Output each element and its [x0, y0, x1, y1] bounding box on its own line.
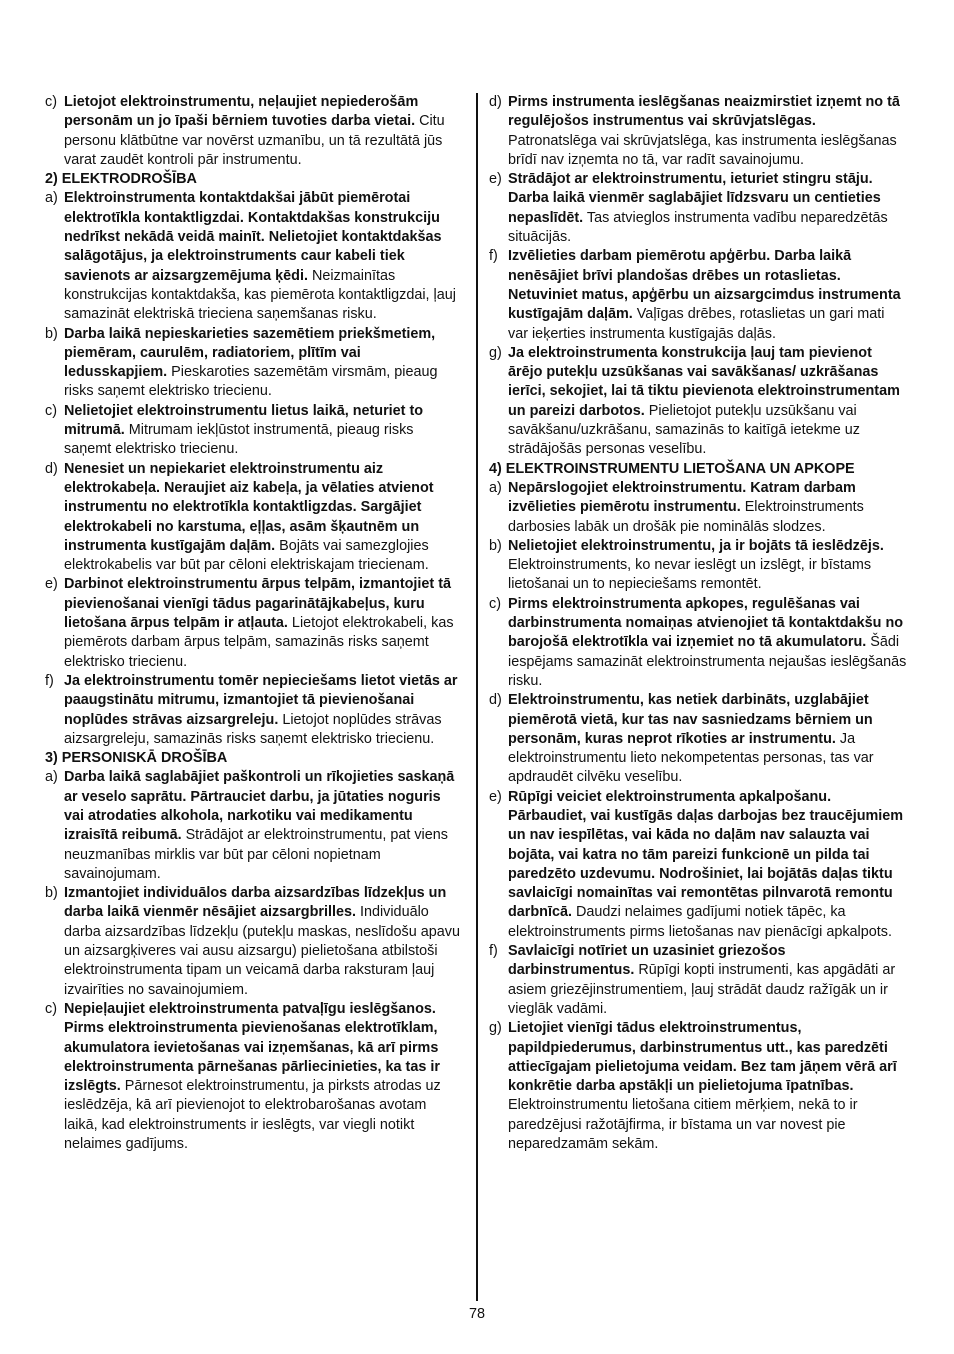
list-marker: a): [489, 479, 502, 496]
explanation-text: Lietojot noplūdes strāvas aizsargreleju, samazinās risks saņemt elektrisko triecienu.: [64, 711, 442, 747]
instruction-bold: Darba laikā nepieskarieties sazemētiem priekšmetiem, piemēram, caurulēm, radiatoriem, plītīm vai ledusskapjiem.: [64, 325, 436, 381]
list-item-body: [508, 595, 907, 691]
explanation-text: Lietojot elektrokabeli, kas piemērots darbam ārpus telpām, samazinās risks saņemt elektrisko triecienu.: [64, 615, 454, 670]
instruction-bold: Pirms elektroinstrumenta apkopes, regulēšanas vai darbinstrumenta nomaiņas atvienojiet tā kontaktdakšu no barojošā elektrotīkla vai izņemiet no tā akumulatoru.: [508, 595, 904, 651]
list-item: [45, 884, 463, 1000]
list-item: [45, 93, 463, 170]
instruction-bold: Pirms instrumenta ieslēgšanas neaizmirstiet izņemt no tā regulējošos instrumentus vai skrūvjatslēgas.: [508, 94, 900, 130]
instruction-bold: Lietojiet vienīgi tādus elektroinstrumentus, papildpiederumus, darbinstrumentus utt., kas paredzēti attiecīgajam pielietojuma veidam. Bez tam jāņem vērā arī konkrētie darba apstākļi un pielietojuma īpatnības.: [508, 1020, 897, 1095]
list-item: [45, 402, 463, 460]
instruction-bold: Ja elektroinstrumenta konstrukcija ļauj tam pievienot ārējo putekļu uzsūkšanas vai savākšanas/ uzkrāšanas ierīci, sekojiet, lai tā tiktu pievienota elektroinstrumentam un pareizi darbotos.: [508, 344, 900, 419]
list-item: [45, 575, 463, 671]
explanation-text: Bojāts vai samezglojies elektrokabelis var būt par cēloni elektriskajam triecienam.: [64, 537, 429, 574]
list-item-body: [64, 189, 463, 324]
instruction-bold: Nenesiet un nepiekariet elektroinstrumentu aiz elektrokabeļa. Neraujiet aiz kabeļa, ja vēlaties atvienot instrumentu no elektrotīkla kontaktligzdas. Sargājiet elektrokabeli no karstuma, eļļas, asām šķautnēm un instrumenta kustīgajām daļām.: [64, 460, 434, 554]
list-item-body: [508, 479, 907, 537]
instruction-bold: Rūpīgi veiciet elektroinstrumenta apkalpošanu. Pārbaudiet, vai kustīgās daļas darbojas bez traucējumiem un nav iespīlētas, vai kāda no daļām nav salauzta vai bojāta, vai katra no tām pareizi funkcionē un pilda tai paredzēto uzdevumu. Nodrošiniet, lai bojātās daļas tiktu savlaicīgi nomainītas vai remontētas pilnvarotā remontu darbnīcā.: [508, 788, 904, 921]
explanation-text: Mitrumam iekļūstot instrumentā, pieaug risks saņemt elektrisko triecienu.: [64, 422, 414, 458]
list-marker: c): [45, 402, 57, 419]
explanation-text: Vaļīgas drēbes, rotaslietas un gari mati var ieķerties instrumenta kustīgajās daļās.: [508, 306, 885, 342]
explanation-text: Strādājot ar elektroinstrumentu, pat viens neuzmanības mirklis var būt par cēloni nopietnam savainojumam.: [64, 827, 448, 882]
instruction-bold: Lietojot elektroinstrumentu, neļaujiet nepiederošām personām un jo īpaši bērniem tuvoties darba vietai.: [64, 94, 419, 130]
list-item: [489, 247, 907, 343]
left-column: [45, 93, 463, 1154]
list-marker: d): [489, 94, 502, 110]
list-item-body: [64, 1000, 463, 1154]
explanation-text: Pieskaroties sazemētām virsmām, pieaug risks saņemt elektrisko triecienu.: [64, 364, 438, 400]
instruction-bold: Nelietojiet elektroinstrumentu lietus laikā, neturiet to mitrumā.: [64, 402, 424, 439]
list-marker: b): [45, 885, 58, 902]
list-item-body: [64, 575, 463, 671]
list-item: [45, 1000, 463, 1154]
explanation-text: Šādi iespējams samazināt elektroinstrumenta nejaušas ieslēgšanās risku.: [508, 634, 907, 689]
list-item-body: [64, 460, 463, 576]
explanation-text: Tas atvieglos instrumenta vadību neparedzētās situācijās.: [508, 209, 888, 246]
explanation-text: Citu personu klātbūtne var novērst uzmanību, un tā rezultātā jūs varat zaudēt kontroli pār instrumentu.: [64, 113, 445, 168]
list-item-body: [64, 325, 463, 402]
list-marker: g): [489, 344, 502, 361]
list-item: [45, 460, 463, 576]
list-item: [489, 537, 907, 595]
list-marker: e): [45, 576, 58, 593]
list-marker: c): [45, 94, 57, 110]
section-heading: 2) ELEKTRODROŠĪBA: [45, 171, 197, 188]
explanation-text: Neizmainītas konstrukcijas kontaktdakša, kas piemērota kontaktligzdai, ļauj samazināt elektriskā trieciena saņemšanas risku.: [64, 267, 456, 323]
list-item: [489, 942, 907, 1019]
list-marker: b): [45, 325, 58, 342]
list-marker: g): [489, 1020, 502, 1037]
page-number: 78: [468, 1306, 485, 1322]
instruction-bold: Strādājot ar elektroinstrumentu, ieturiet stingru stāju. Darba laikā vienmēr saglabājiet līdzsvaru un centieties nepaslīdēt.: [508, 171, 881, 226]
list-item: [489, 1019, 907, 1154]
list-item: [489, 691, 907, 787]
list-item: [489, 788, 907, 942]
list-item: [489, 170, 907, 247]
instruction-bold: Darbinot elektroinstrumentu ārpus telpām, izmantojiet tā pievienošanai vienīgi tādus pagarinātājkabeļus, kuru lietošana ārpus telpām ir atļauta.: [64, 576, 452, 632]
explanation-text: Elektroinstruments darbosies labāk un drošāk pie nominālās slodzes.: [508, 499, 864, 535]
instruction-bold: Darba laikā saglabājiet paškontroli un rīkojieties saskaņā ar veselo saprātu. Pārtrauciet darbu, ja jūtaties noguris vai atrodaties alkohola, narkotiku vai medikamentu izraisītā reibumā.: [64, 769, 455, 844]
explanation-text: Elektroinstrumentu lietošana citiem mērķiem, nekā to ir paredzējusi ražotājfirma, ir bīstama un var novest pie neparedzamām sekām.: [508, 1097, 858, 1153]
list-item-body: [508, 93, 907, 170]
list-item-body: [508, 942, 907, 1019]
instruction-bold: Nepārslogojiet elektroinstrumentu. Katram darbam izvēlieties piemērotu instrumentu.: [508, 479, 856, 516]
list-item-body: [64, 768, 463, 884]
list-item-body: [64, 672, 463, 749]
list-marker: a): [45, 190, 58, 207]
list-marker: a): [45, 769, 58, 786]
list-item-body: [508, 170, 907, 247]
explanation-text: Elektroinstruments, ko nevar ieslēgt un izslēgt, ir bīstams lietošanai un to nepieciešams remontēt.: [508, 557, 872, 593]
list-item-body: [64, 402, 463, 460]
instruction-bold: Savlaicīgi notīriet un uzasiniet griezošos darbinstrumentus.: [508, 943, 786, 979]
list-item: [45, 768, 463, 884]
list-item-body: [508, 788, 907, 942]
list-item: [45, 189, 463, 324]
list-marker: e): [489, 171, 502, 188]
list-item: [489, 479, 907, 537]
explanation-text: Individuālo darba aizsardzības līdzekļu (putekļu maskas, neslīdošu apavu un aizsargķiveres vai ausu aizsargu) pielietošana atbilstoši elektroinstrumenta tipam un veicamā darba raksturam ļauj izvairīties no savainojumiem.: [64, 904, 460, 998]
explanation-text: Rūpīgi kopti instrumenti, kas apgādāti ar asiem griezējinstrumentiem, ļauj strādāt daudz ražīgāk un ir vieglāk vadāmi.: [508, 962, 896, 1017]
instruction-bold: Elektroinstrumentu, kas netiek darbināts, uzglabājiet piemērotā vietā, kur tas nav sasniedzams bērniem un personām, kuras neprot rīkoties ar instrumentu.: [508, 692, 873, 747]
list-marker: c): [489, 595, 501, 612]
list-item: [489, 344, 907, 460]
explanation-text: Patronatslēga vai skrūvjatslēga, kas instrumenta ieslēgšanas brīdī nav izņemta no tā, var radīt savainojumu.: [508, 132, 897, 168]
list-item: [45, 672, 463, 749]
list-marker: e): [489, 788, 502, 805]
list-item-body: [508, 344, 907, 460]
explanation-text: Pārnesot elektroinstrumentu, ja pirksts atrodas uz ieslēdzēja, kā arī pievienojot to elektrobarošanas avotam laikā, kad elektroinstruments ir ieslēgts, var viegli notikt nelaimes gadījums.: [64, 1078, 441, 1153]
list-item-body: [64, 884, 463, 1000]
instruction-bold: Nepieļaujiet elektroinstrumenta patvaļīgu ieslēgšanos. Pirms elektroinstrumenta pievienošanas elektrotīklam, akumulatora ievietošanas vai izņemšanas, kā arī pirms elektroinstrumenta pārnešanas pārliecinieties, ka tas ir izslēgts.: [64, 1000, 440, 1095]
instruction-bold: Izmantojiet individuālos darba aizsardzības līdzekļus un darba laikā vienmēr nēsājiet aizsargbrilles.: [64, 885, 447, 921]
instruction-bold: Nelietojiet elektroinstrumentu, ja ir bojāts tā ieslēdzējs.: [508, 537, 884, 554]
list-item-body: [508, 537, 907, 595]
section-heading: 4) ELEKTROINSTRUMENTU LIETOŠANA UN APKOPE: [489, 460, 855, 477]
list-item: [45, 325, 463, 402]
list-marker: d): [489, 692, 502, 709]
list-item-body: [508, 691, 907, 787]
explanation-text: Pielietojot putekļu uzsūkšanu vai savākšanu/uzkrāšanu, samazinās to kaitīgā ietekme uz strādājošās personas veselību.: [508, 402, 860, 458]
instruction-bold: Izvēlieties darbam piemērotu apģērbu. Darba laikā nenēsājiet brīvi plandošas drēbes un rotaslietas. Netuviniet matus, apģērbu un aizsargcimdus instrumenta kustīgajām daļām.: [508, 248, 901, 323]
list-item-body: [508, 247, 907, 343]
list-marker: b): [489, 537, 502, 554]
list-item-body: [64, 93, 463, 170]
section-heading: 3) PERSONISKĀ DROŠĪBA: [45, 750, 228, 767]
list-marker: f): [489, 943, 498, 960]
explanation-text: Ja elektroinstrumentu lieto nekompetentas personas, tas var apdraudēt cilvēku veselību.: [508, 730, 874, 786]
list-marker: d): [45, 460, 58, 477]
column-divider: [476, 93, 478, 1301]
right-column: [489, 93, 907, 1154]
instruction-bold: Ja elektroinstrumentu tomēr nepieciešams lietot vietās ar paaugstinātu mitrumu, izmantojiet tā pievienošanai noplūdes strāvas aizsargreleju.: [64, 672, 458, 728]
explanation-text: Daudzi nelaimes gadījumi notiek tāpēc, ka elektroinstruments pirms lietošanas nav pienācīgi apkalpots.: [508, 904, 892, 940]
list-marker: c): [45, 1000, 57, 1017]
list-item: [489, 595, 907, 691]
instruction-bold: Elektroinstrumenta kontaktdakšai jābūt piemērotai elektrotīkla kontaktligzdai. Kontaktdakšas konstrukciju nedrīkst nekādā veidā mainīt. Nelietojiet kontaktdakšas salāgotājus, ja elektroinstruments caur kabeli tiek savienots ar aizsargzemējuma ķēdi.: [64, 190, 442, 284]
list-item-body: [508, 1019, 907, 1154]
list-marker: f): [489, 248, 498, 265]
list-marker: f): [45, 672, 54, 689]
list-item: [489, 93, 907, 170]
